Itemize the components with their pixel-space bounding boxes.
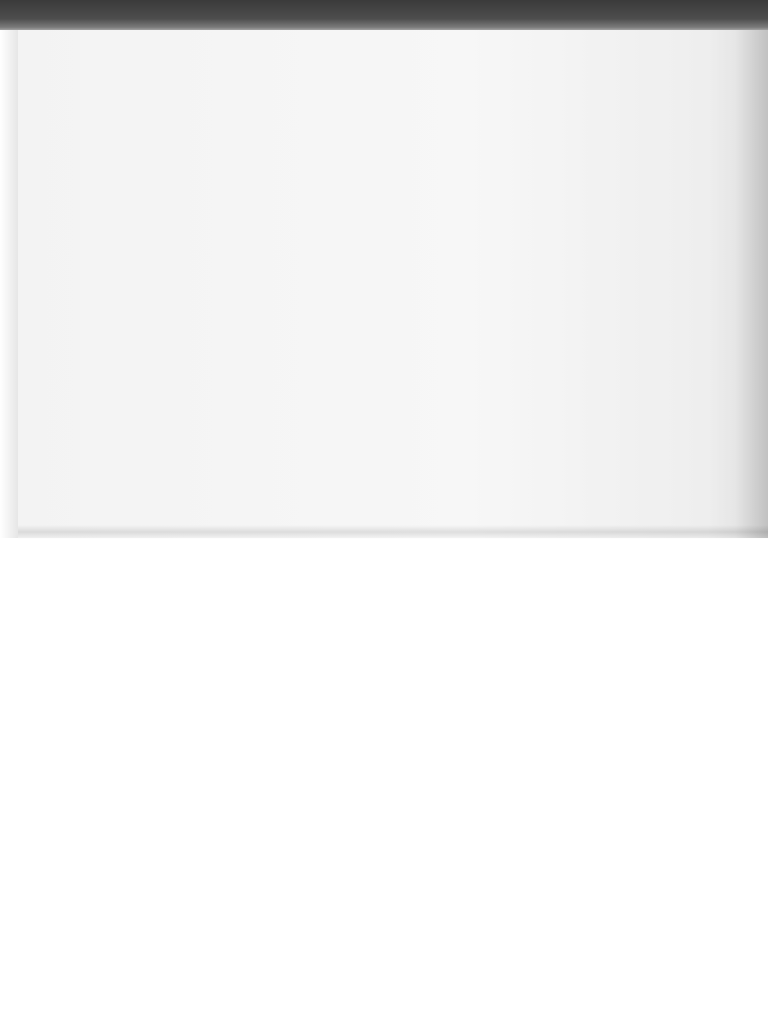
scanned-page	[18, 30, 768, 538]
page-spine-shadow	[735, 30, 768, 538]
scanner-edge	[0, 0, 768, 34]
page-left-edge	[0, 30, 18, 538]
page-fold-shadow	[18, 525, 768, 539]
